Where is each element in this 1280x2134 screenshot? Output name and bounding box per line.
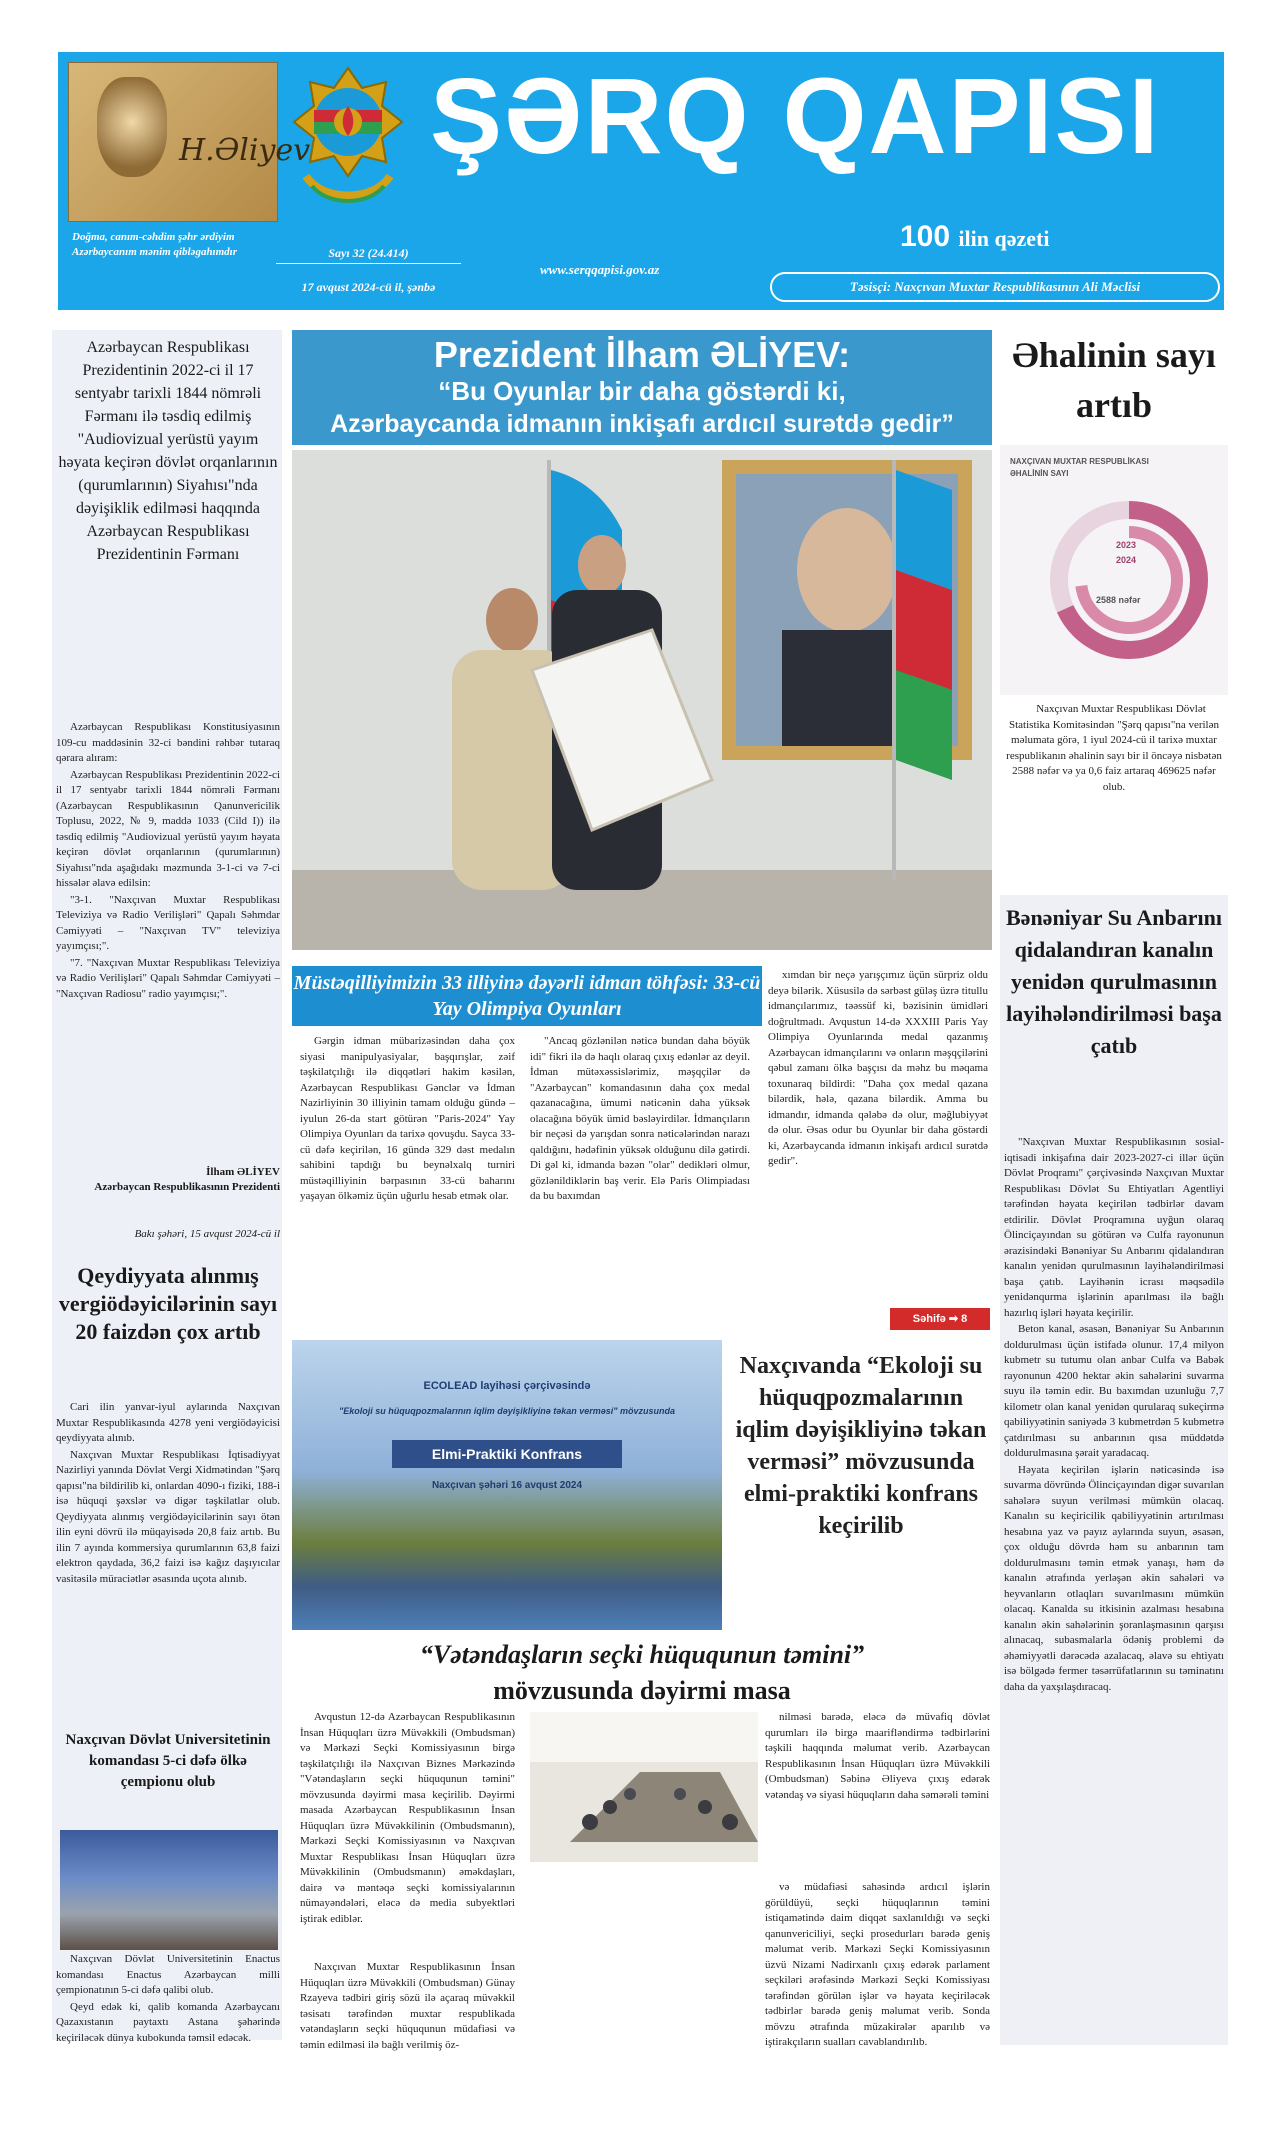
decree-paragraph: "3-1. "Naxçıvan Muxtar Respublikası Televiziya və Radio Verilişləri" Qapalı Səhmdar Cəmiyyəti – "Naxçıvan TV" televiziya yayımçısı;". xyxy=(56,893,280,952)
lead-column-2 xyxy=(530,1034,750,1206)
banner-text-2: "Ekoloji su hüquqpozmalarının iqlim dəyişikliyinə təkan verməsi" mövzusunda xyxy=(338,1406,676,1416)
banner-text-4: Naxçıvan şəhəri 16 avqust 2024 xyxy=(431,1480,583,1491)
university-team-photo xyxy=(60,1830,278,1950)
century-text: ilin qəzeti xyxy=(958,226,1050,251)
conference-banner-photo xyxy=(292,1340,722,1630)
lead-paragraph: xımdan bir neçə yarışçımız üçün sürpriz oldu deyə bilərik. Xüsusilə də sərbəst güləş üzrə titullu idmançılarımız, təəssüf ki, bəzisinin ümidləri doğrultmadı. Avqustun 14-də XXXIII Paris Yay Olimpiya Oyunlarında medal qazanmış Azərbaycan idmançılarını və onların məşqçilərini qəbul zamanı ölkə başçısı da məhz bu məqama toxunaraq bildirdi: "Daha çox medal qazana bilərdik, hələ, qazana bilərdik. Amma bu idmandır, idmanda qələbə də olur, məğlubiyyət də olur. Əsas odur bu Oyunlar bir daha göstərdi ki, Azərbaycanda idmanın inkişafı ardıcıl surətdə gedir". xyxy=(768,969,988,1167)
population-paragraph: Naxçıvan Muxtar Respublikası Dövlət Statistika Komitəsindən "Şərq qapısı"na verilən məlumata görə, 1 iyul 2024-cü il tarixə muxtar respublikanın əhalinin sayı bir il öncəyə nisbətən 2588 nəfər və ya 0,6 faiz artaraq 469625 nəfər olub. xyxy=(1006,703,1222,793)
roundtable-photo xyxy=(530,1712,758,1862)
website-link[interactable]: www.serqqapisi.gov.az xyxy=(540,262,660,277)
dam-headline[interactable]: Bənəniyar Su Anbarını qidalandıran kanalın yenidən qurulmasının layihələndirilməsi başa çatıb xyxy=(1006,905,1222,1058)
issue-date: 17 avqust 2024-cü il, şənbə xyxy=(301,280,436,294)
lead-column-3 xyxy=(768,968,988,1171)
portrait-face xyxy=(97,77,167,177)
banner-text-3: Elmi-Praktiki Konfrans xyxy=(392,1440,622,1468)
decree-paragraph: "7. "Naxçıvan Muxtar Respublikası Televiziya və Radio Verilişləri" Qapalı Səhmdar Cəmiyyəti – "Naxçıvan Radiosu" radio yayımçısı;". xyxy=(56,956,280,1000)
university-body xyxy=(56,1952,280,2047)
roundtable-column-3 xyxy=(300,1960,515,2054)
roundtable-headline-1[interactable]: “Vətəndaşların seçki hüququnun təmini” xyxy=(419,1640,865,1669)
continue-page-button[interactable]: Səhifə ➡ 8 xyxy=(890,1308,990,1330)
infographic-year-1: 2023 xyxy=(1116,540,1137,550)
dam-paragraph: "Naxçıvan Muxtar Respublikasının sosial-iqtisadi inkişafına dair 2023-2027-ci illər üçün Dövlət Proqramı" çərçivəsində Naxçıvan Muxtar Respublikası Dövlət Su Ehtiyatları Agentliyi tərəfindən həyata keçirilən tədbirlər davam etdirilir. Dövlət Proqramına uyğun olaraq Ölinciçayından su götürən və Culfa rayonunun ərazisindəki Bənəniyar Su Anbarını qidalandıran kanalın yenidən qurulmasının layihələndirilməsi başa çatıb. Layihənin icrası məqsədilə yenidənqurma işlərinin aparılması ilə bağlı hazırlıq işləri həyata keçirilir. xyxy=(1004,1136,1224,1319)
lead-column-1 xyxy=(300,1034,515,1206)
dam-paragraph: Beton kanal, əsasən, Bənəniyar Su Anbarının doldurulması üçün istifadə olunur. 17,4 milyon kubmetr su tutumu olan anbar Culfa və Babək rayonunun 4200 hektar əkin sahələrini suvarma suyu ilə təmin edir. Bu baxımdan uzunluğu 7,7 kilometr olan kanal yenidən qurularaq sukeçirmə qabiliyyətinin saniyədə 3 kubmetrdən 5 kubmetrə çatdırılması su anbarının qısa müddətdə doldurulmasına şərait yaradacaq. xyxy=(1004,1323,1224,1459)
roundtable-paragraph: Naxçıvan Muxtar Respublikasının İnsan Hüquqları üzrə Müvəkkili (Ombudsman) Günay Rzayeva tədbiri giriş sözü ilə açaraq müvəkkil təsisatı tərəfindən muxtar respublikada vətəndaşların seçki hüququnun müdafiəsi və təmin edilməsi ilə bağlı verilmiş öz- xyxy=(300,1961,515,2051)
issue-number: Sayı 32 (24.414) xyxy=(276,246,461,264)
newspaper-title: ŞƏRQ QAPISI xyxy=(430,55,1161,176)
infographic-heading: NAXÇIVAN MUXTAR RESPUBLİKASI xyxy=(1010,457,1149,466)
tax-paragraph: Naxçıvan Muxtar Respublikası İqtisadiyyat Nazirliyi yanında Dövlət Vergi Xidmətindən "Şərq qapısı"na bildirilib ki, onlardan 4090-ı fiziki, 188-i isə hüquqi şəxslər və digər təşkilatlar olub. Qeydiyyata alınmış vergiödəyicilərinin sayı ötən ilin eyni dövrü ilə müqayisədə 20,8 faiz artıb. Bu ilin 7 ayında kommersiya qurumlarının 63,8 faizi elektron qaydada, 36,2 faizi isə kağız daşıyıcılar vasitəsilə müraciətlər əsasında uçota alınıb. xyxy=(56,1448,280,1585)
infographic-value: 2588 nəfər xyxy=(1096,595,1141,605)
lead-headline-line1: Prezident İlham ƏLİYEV: xyxy=(433,334,851,375)
lead-paragraph: "Ancaq gözlənilən nəticə bundan daha böyük idi" fikri ilə də haqlı olaraq çıxış edənlər az deyil. İdman mütəxəssislərimiz, məşqçilər də "Azərbaycan" komandasının daha çox medal qazanacağına, ümumi nəticənin daha yüksək olacağına böyük ümid bəsləyirdilər. İdmançıların bir neçəsi də yarışdan sonra nəticələrindən narazı qaldığını, hədəfinin yüksək olduğunu dilə gətirdi. Di gəl ki, idmanda bəzən "olar" dedikləri olmur, gözlənildiklərin baş verir. Elə Paris Olimpiadası da bu baxımdan xyxy=(530,1035,750,1202)
roundtable-column-2 xyxy=(765,1710,990,1804)
roundtable-photo-scene xyxy=(530,1712,758,1862)
donut-chart xyxy=(1044,495,1214,665)
lead-subheadline: Müstəqilliyimizin 33 illiyinə dəyərli idman töhfəsi: 33-cü Yay Olimpiya Oyunları xyxy=(292,966,762,1026)
signature: H.Əliyev xyxy=(179,133,311,168)
decree-signature xyxy=(56,1165,280,1195)
population-headline[interactable]: Əhalinin sayı artıb xyxy=(1012,335,1216,425)
university-headline[interactable]: Naxçıvan Dövlət Universitetinin komandası 5-ci dəfə ölkə çempionu olub xyxy=(65,1732,271,1790)
infographic-year-2: 2024 xyxy=(1116,555,1137,565)
decree-paragraph: Azərbaycan Respublikası Prezidentinin 2022-ci il 17 sentyabr tarixli 1844 nömrəli Fərmanı (Azərbaycan Respublikasının Qanunvericilik Toplusu, 2022, № 9, maddə 1033 (Cild I)) ilə təsdiq edilmiş "Audiovizual yerüstü yayım həyata keçirən dövlət orqanlarının (qurumlarının) Siyahısı"nda aşağıdakı məzmunda 3-1-ci və 7-ci hissələr əlavə edilsin: xyxy=(56,768,280,889)
century-tagline xyxy=(900,220,1049,254)
dam-body xyxy=(1004,1135,1224,1696)
university-paragraph: Qeyd edək ki, qalib komanda Azərbaycanı Qazaxıstanın paytaxtı Astana şəhərində keçiriləcək dünya kubokunda təmsil edəcək. xyxy=(56,2000,280,2044)
century-number: 100 xyxy=(900,220,951,253)
population-infographic xyxy=(1000,445,1228,695)
university-paragraph: Naxçıvan Dövlət Universitetinin Enactus komandası Enactus Azərbaycan milli çempionatının 5-ci dəfə qalibi olub. xyxy=(56,1953,280,1996)
roundtable-paragraph: və müdafiəsi sahəsində ardıcıl işlərin görüldüyü, seçki hüquqlarının təmini istiqamətində daim diqqət saxlanıldığı və seçki qanunvericiliyi, seçki prosedurları barədə geniş məlumat verib. Mərkəzi Seçki Komissiyasının üzvü Nizami Nadirxanlı çıxış edərək parlament seçkiləri ərəfəsində Mərkəzi Seçki Komissiyası tərəfindən görülən işlər və həyata keçiriləcək tədbirlər barədə geniş məlumat verib. Sonda mövzu ətrafında müzakirələr aparılıb və iştirakçıların sualları cavablandırılıb. xyxy=(765,1881,990,2048)
decree-paragraph: Azərbaycan Respublikası Konstitusiyasının 109-cu maddəsinin 32-ci bəndini rəhbər tutaraq qərara alıram: xyxy=(56,721,280,764)
decree-headline[interactable]: Azərbaycan Respublikası Prezidentinin 2022-ci il 17 sentyabr tarixli 1844 nömrəli Fərmanı ilə təsdiq edilmiş "Audiovizual yerüstü yayım həyata keçirən dövlət orqanlarının (qurumlarının) Siyahısı"nda dəyişiklik edilməsi haqqında Azərbaycan Respublikası Prezidentinin Fərmanı xyxy=(58,339,278,563)
state-emblem-icon xyxy=(292,66,404,216)
lead-paragraph: Gərgin idman mübarizəsindən daha çox siyasi manipulyasiyalar, başqırışlar, zəif təşkilatçılığı ilə diqqətləri hakim kəsilən, Azərbaycan Respublikası Gənclər və İdman Nazirliyinin 30 illiyinin tamam olduğu gündə – iyulun 26-da start götürən "Paris-2024" Yay Olimpiya Oyunları da tarixə qovuşdu. Sayca 33-cü dəfə keçirilən, 16 gündə 329 dəst medalın sahibini tapdığı bu beynəlxalq turniri müstəqilliyinin bərpasının 33-cü baharını yaşayan ölkəmiz üçün uğurlu hesab etmək olar. xyxy=(300,1035,515,1202)
lead-photo-scene xyxy=(292,450,992,950)
roundtable-column-1 xyxy=(300,1710,515,1928)
lead-headline-line2: “Bu Oyunlar bir daha göstərdi ki, xyxy=(438,376,846,406)
founder-badge: Təsisçi: Naxçıvan Muxtar Respublikasının Ali Məclisi xyxy=(770,272,1220,302)
infographic-subheading: ƏHALİNİN SAYI xyxy=(1010,469,1069,478)
roundtable-paragraph: Avqustun 12-də Azərbaycan Respublikasının İnsan Hüquqları üzrə Müvəkkili (Ombudsman) və Mərkəzi Seçki Komissiyasının birgə təşkilatçılığı ilə Naxçıvan Biznes Mərkəzində "Vətəndaşların seçki hüququnun təmini" mövzusunda dəyirmi masa keçirilib. Dəyirmi masada Azərbaycan Respublikasının İnsan Hüquqları üzrə Müvəkkilinin (Ombudsmanın), Mərkəzi Seçki Komissiyasının və Naxçıvan Muxtar Respublikası İnsan Hüquqları üzrə Müvəkkilinin (Ombudsmanın) əməkdaşları, dairə və məntəqə seçki komissiyalarının nümayəndələri, eləcə də media subyektləri iştirak ediblər. xyxy=(300,1711,515,1925)
roundtable-column-4 xyxy=(765,1880,990,2052)
tax-paragraph: Cari ilin yanvar-iyul aylarında Naxçıvan Muxtar Respublikasında 4278 yeni vergiödəyicisi qeydiyyata alınıb. xyxy=(56,1401,280,1444)
decree-body xyxy=(56,720,280,1003)
roundtable-headline-2[interactable]: mövzusunda dəyirmi masa xyxy=(493,1676,791,1705)
decree-signer-title: Azərbaycan Respublikasının Prezidenti xyxy=(94,1181,280,1193)
dam-paragraph: Həyata keçirilən işlərin nəticəsində isə suvarma dövründə Ölinciçayından digər suvarılan sahələrə suyun verilməsi mümkün olacaq. Kanalın su keçiricilik qabiliyyətinin artırılması hesabına yaz və payız aylarında suyun, əsasən, çox olduğu dövrdə həm su anbarının tam doldurulmasını təmin etmək yanaşı, həm də kanalın ətrafında yerləşən əkin sahələri və heyvanların otlaqları suvarılmasını mümkün olacaq. Kanalda su itkisinin azalması hesabına kanalın əkin sahələrinin şoranlaşmasının qarşısı alınacaq, subasmalarla ödəniş problemi də əhəmiyyətli dərəcədə azalacaq, əlavə su ehtiyatı isə bölgədə fermer təsərrüfatlarının su təminatını daha da yaxşılaşdıracaq. xyxy=(1004,1463,1224,1693)
decree-place-date: Bakı şəhəri, 15 avqust 2024-cü il xyxy=(134,1228,280,1240)
tax-headline[interactable]: Qeydiyyata alınmış vergiödəyicilərinin sayı 20 faizdən çox artıb xyxy=(58,1263,278,1344)
lead-photo xyxy=(292,450,992,950)
decree-signer: İlham ƏLİYEV xyxy=(206,1166,280,1178)
lead-headline-line3: Azərbaycanda idmanın inkişafı ardıcıl surətdə gedir” xyxy=(330,410,954,438)
population-body xyxy=(1004,702,1224,796)
conference-headline[interactable]: Naxçıvanda “Ekoloji su hüquqpozmalarının iqlim dəyişikliyinə təkan verməsi” mövzusunda elmi-praktiki konfrans keçirilib xyxy=(735,1353,987,1539)
founder-portrait-image xyxy=(68,62,311,222)
portrait-caption: Doğma, canım-cəhdim şəhr ərdiyim Azərbaycanım mənim qibləgahımdır xyxy=(72,231,238,258)
roundtable-paragraph: nilməsi barədə, eləcə də müvafiq dövlət qurumları ilə birgə maarifləndirmə tədbirlərini təşkili haqqında məlumat verib. Azərbaycan Respublikasının İnsan Hüquqları üzrə Müvəkkili (Ombudsman) Səbinə Əliyeva çıxış edərək vətəndaş və siyasi hüquqların daha səmərəli təmini xyxy=(765,1711,990,1801)
lead-headline-banner[interactable] xyxy=(292,330,992,445)
tax-body xyxy=(56,1400,280,1588)
banner-text-1: ECOLEAD layihəsi çərçivəsində xyxy=(423,1380,591,1392)
